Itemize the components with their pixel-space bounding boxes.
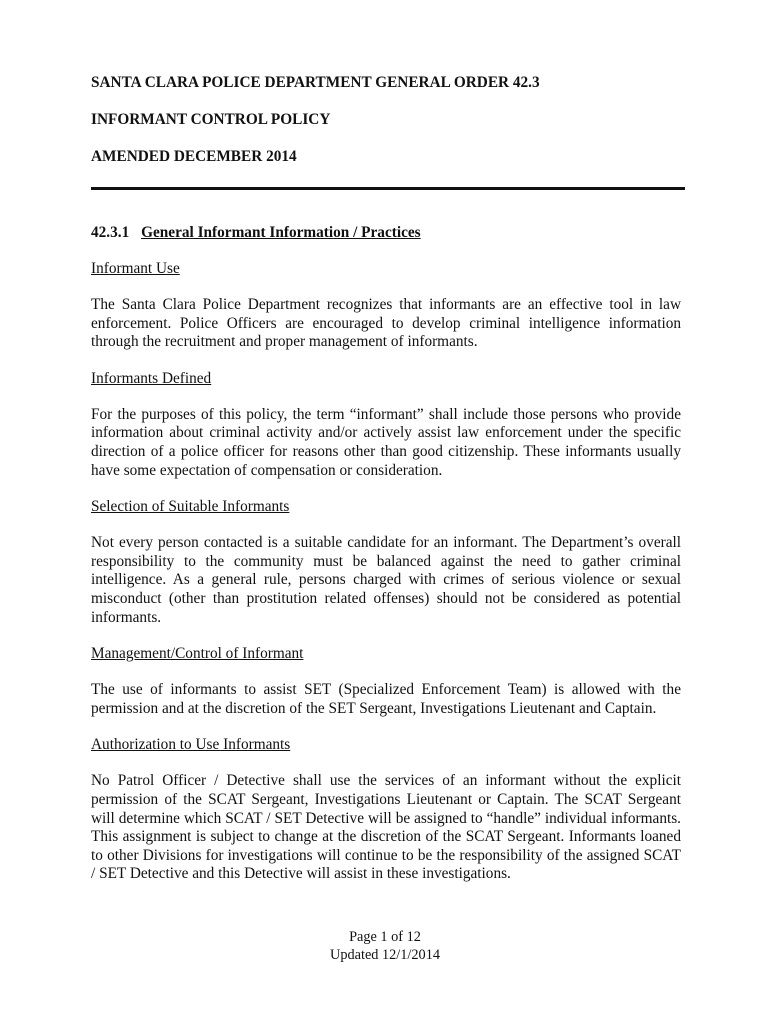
subheading-informant-use: Informant Use — [91, 260, 180, 277]
subheading-informants-defined: Informants Defined — [91, 369, 212, 387]
paragraph-informant-use: The Santa Clara Police Department recognizes that informants are an effective tool in law enforcement. Police Officers are encouraged to develop criminal intelligence information through the recruitment and proper management of informants. — [91, 296, 681, 351]
amended-date: AMENDED DECEMBER 2014 — [91, 148, 297, 165]
subheading-selection: Selection of Suitable Informants — [91, 498, 290, 516]
header-divider — [91, 187, 685, 190]
document-body — [91, 74, 681, 884]
page-footer — [0, 928, 770, 964]
page-number: Page 1 of 12 — [349, 929, 421, 945]
section-heading — [91, 224, 681, 242]
section-number: 42.3.1 — [91, 224, 130, 241]
section-title: General Informant Information / Practices — [141, 224, 421, 241]
paragraph-management: The use of informants to assist SET (Specialized Enforcement Team) is allowed with the permission and at the discretion of the SET Sergeant, Investigations Lieutenant and Captain. — [91, 681, 681, 717]
subheading-management: Management/Control of Informant — [91, 645, 304, 663]
policy-name: INFORMANT CONTROL POLICY — [91, 111, 331, 128]
paragraph-authorization: No Patrol Officer / Detective shall use the services of an informant without the explicit permission of the SCAT Sergeant, Investigations Lieutenant or Captain. The SCAT Sergeant will determine which SCAT / SET Detective will be assigned to “handle” individual informants. This assignment is subject to change at the discretion of the SCAT Sergeant. Informants loaned to other Divisions for investigations will continue to be the responsibility of the assigned SCAT / SET Detective and this Detective will assist in these investigations. — [91, 772, 681, 883]
paragraph-selection: Not every person contacted is a suitable candidate for an informant. The Department’s overall responsibility to the community must be balanced against the need to gather criminal intelligence. As a general rule, persons charged with crimes of serious violence or sexual misconduct (other than prostitution related offenses) should not be considered as potential informants. — [91, 534, 681, 626]
updated-date: Updated 12/1/2014 — [330, 947, 440, 963]
paragraph-informants-defined: For the purposes of this policy, the term “informant” shall include those persons who provide information about criminal activity and/or actively assist law enforcement under the specific direction of a police officer for reasons other than good citizenship. These informants usually have some expectation of compensation or consideration. — [91, 405, 681, 479]
document-title: SANTA CLARA POLICE DEPARTMENT GENERAL ORDER 42.3 — [91, 74, 540, 91]
subheading-authorization: Authorization to Use Informants — [91, 736, 291, 754]
